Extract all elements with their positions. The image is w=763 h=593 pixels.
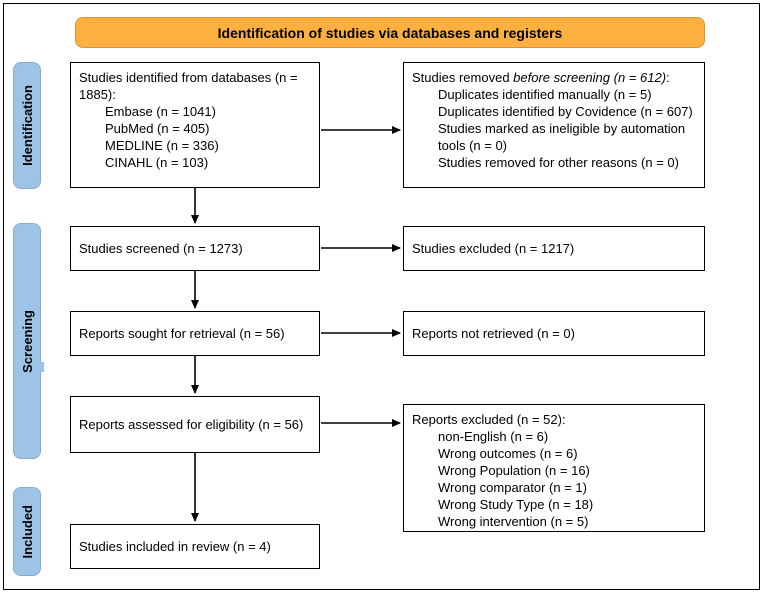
box-studies-excluded (403, 226, 705, 271)
studies-screened-label: Studies screened (n = 1273) (79, 241, 243, 256)
studies-identified-item: CINAHL (n = 103) (105, 155, 209, 170)
studies-included-label: Studies included in review (n = 4) (79, 539, 271, 554)
studies-removed-title (412, 69, 696, 86)
box-studies-removed (403, 62, 705, 188)
studies-removed-item: Duplicates identified manually (n = 5) (438, 87, 652, 102)
stage-included-text: Included (19, 504, 35, 559)
banner-title: Identification of studies via databases and registers (217, 24, 563, 41)
stage-screening-text: Screening (19, 309, 35, 373)
box-studies-identified (70, 62, 320, 188)
studies-removed-title-suffix: : (666, 70, 670, 85)
reports-excluded-item: Wrong Study Type (n = 18) (438, 497, 594, 512)
studies-identified-item: Embase (n = 1041) (105, 104, 216, 119)
studies-identified-title: Studies identified from databases (n = 1885): (79, 70, 298, 102)
box-studies-screened (70, 226, 320, 271)
reports-excluded-item: Wrong comparator (n = 1) (438, 480, 587, 495)
reports-excluded-title: Reports excluded (n = 52): (412, 412, 566, 427)
studies-removed-title-italic: before screening (n = 612) (513, 70, 667, 85)
box-reports-excluded (403, 404, 705, 532)
studies-removed-item: Duplicates identified by Covidence (n = 607) (438, 104, 693, 119)
box-studies-included (70, 524, 320, 569)
reports-not-retrieved-label: Reports not retrieved (n = 0) (412, 326, 575, 341)
studies-identified-item: PubMed (n = 405) (105, 121, 210, 136)
studies-identified-item: MEDLINE (n = 336) (105, 138, 219, 153)
reports-excluded-item: Wrong Population (n = 16) (438, 463, 590, 478)
box-reports-not-retrieved (403, 311, 705, 356)
reports-excluded-item: Wrong outcomes (n = 6) (438, 446, 578, 461)
small-blue-square-decoration (34, 362, 44, 372)
stage-identification-text: Identification (19, 85, 35, 166)
reports-excluded-item: Wrong intervention (n = 5) (438, 514, 589, 529)
stage-label-screening (13, 223, 41, 459)
box-reports-assessed (70, 396, 320, 453)
studies-removed-item: Studies marked as ineligible by automation tools (n = 0) (438, 121, 686, 153)
reports-sought-label: Reports sought for retrieval (n = 56) (79, 326, 285, 341)
banner (75, 17, 705, 48)
reports-excluded-item: non-English (n = 6) (438, 429, 549, 444)
box-reports-sought (70, 311, 320, 356)
studies-removed-item: Studies removed for other reasons (n = 0) (438, 155, 679, 170)
reports-assessed-label: Reports assessed for eligibility (n = 56) (79, 417, 304, 432)
stage-label-included (13, 487, 41, 576)
studies-removed-title-prefix: Studies removed (412, 70, 514, 85)
stage-label-identification (13, 62, 41, 189)
studies-excluded-label: Studies excluded (n = 1217) (412, 241, 575, 256)
